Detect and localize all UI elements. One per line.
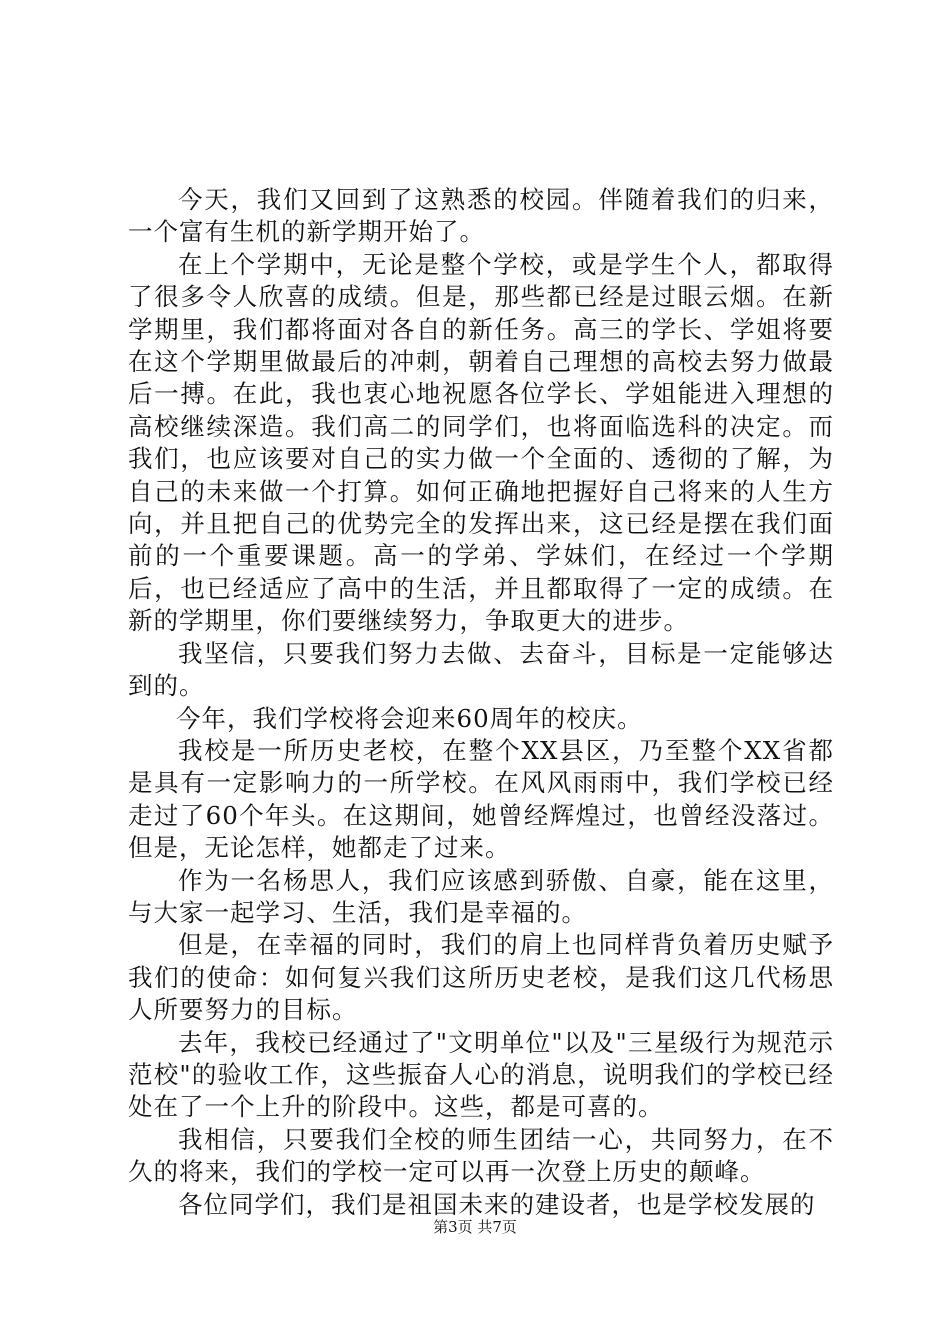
paragraph: 今年，我们学校将会迎来60周年的校庆。 [176,703,643,733]
paragraph: 去年，我校已经通过了"文明单位"以及"三星级行为规范示范校"的验收工作，这些振奋人心的消息，说明我们的学校已经处在了一个上升的阶段中。这些，都是可喜的。 [128,1027,834,1122]
paragraph: 各位同学们，我们是祖国未来的建设者，也是学校发展的 [178,1189,816,1219]
paragraph: 我相信，只要我们全校的师生团结一心，共同努力，在不久的将来，我们的学校一定可以再一次登上历史的颠峰。 [128,1124,834,1187]
paragraph: 在上个学期中，无论是整个学校，或是学生个人，都取得了很多令人欣喜的成绩。但是，那些都已经是过眼云烟。在新学期里，我们都将面对各自的新任务。高三的学长、学姐将要在这个学期里做最后的冲刺，朝着自己理想的高校去努力做最后一搏。在此，我也衷心地祝愿各位学长、学姐能进入理想的高校继续深造。我们高二的同学们，也将面临选科的决定。而我们，也应该要对自己的实力做一个全面的、透彻的了解，为自己的未来做一个打算。如何正确地把握好自己将来的人生方向，并且把自己的优势完全的发挥出来，这已经是摆在我们面前的一个重要课题。高一的学弟、学妹们，在经过一个学期后，也已经适应了高中的生活，并且都取得了一定的成绩。在新的学期里，你们要继续努力，争取更大的进步。 [128,249,834,636]
paragraph: 但是，在幸福的同时，我们的肩上也同样背负着历史赋予我们的使命：如何复兴我们这所历史老校，是我们这几代杨思人所要努力的目标。 [128,930,834,1025]
paragraph: 作为一名杨思人，我们应该感到骄傲、自豪，能在这里，与大家一起学习、生活，我们是幸福的。 [128,865,834,927]
paragraph: 今天，我们又回到了这熟悉的校园。伴随着我们的归来，一个富有生机的新学期开始了。 [128,185,834,247]
page-footer: 第3页 共7页 [433,1218,517,1236]
paragraph: 我坚信，只要我们努力去做、去奋斗，目标是一定能够达到的。 [128,638,834,701]
body-text [128,184,834,1221]
paragraph: 我校是一所历史老校，在整个XX县区，乃至整个XX省都是具有一定影响力的一所学校。在风风雨雨中，我们学校已经走过了60个年头。在这期间，她曾经辉煌过，也曾经没落过。但是，无论怎样，她都走了过来。 [128,735,834,863]
